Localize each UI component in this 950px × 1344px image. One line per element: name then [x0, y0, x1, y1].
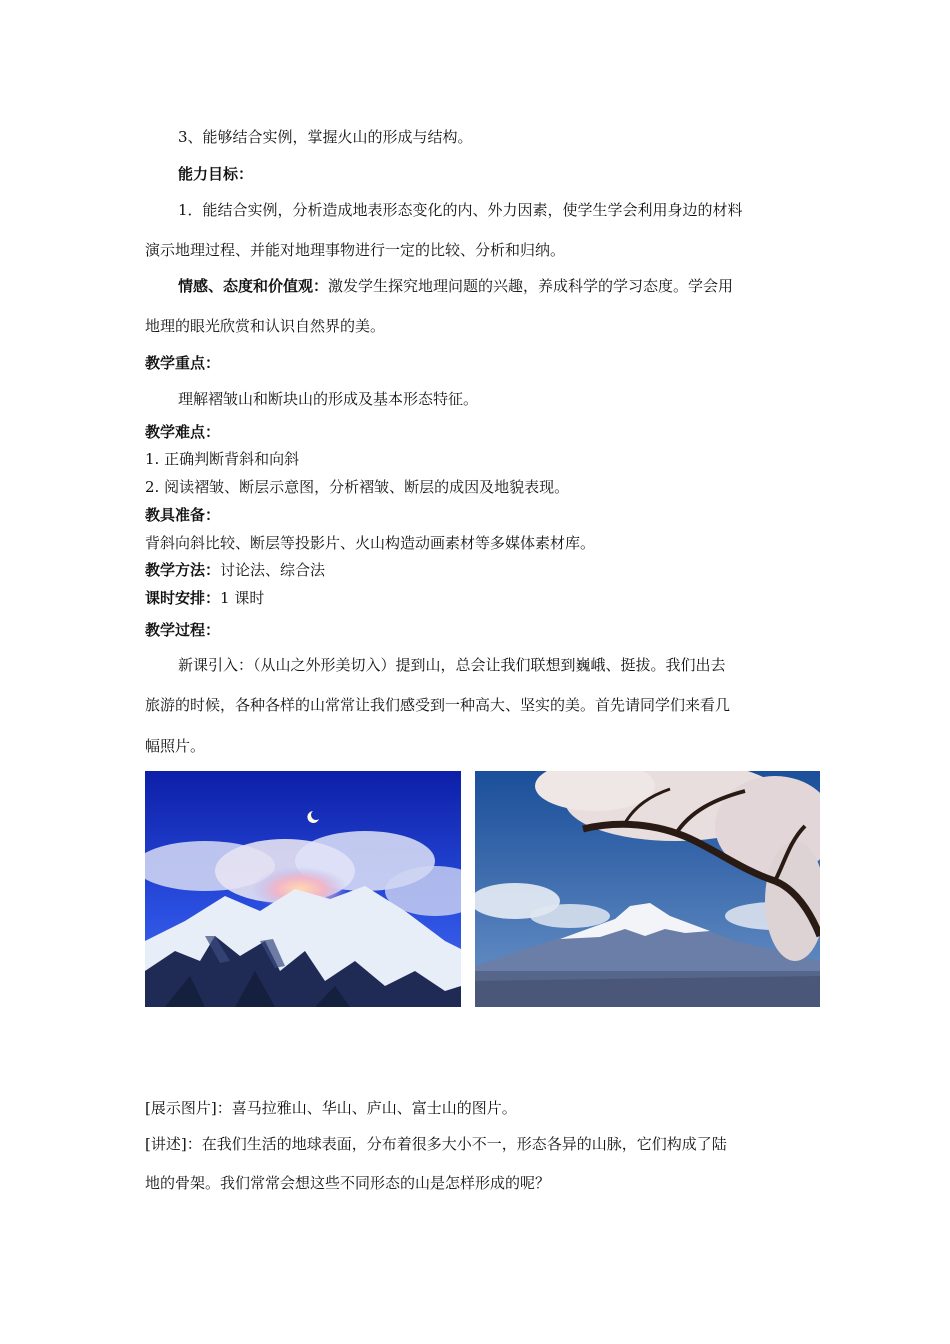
difficulties-heading: 教学难点：	[145, 423, 221, 441]
key-points-text: 理解褶皱山和断块山的形成及基本形态特征。	[178, 390, 479, 408]
mountain-photo-right-image	[475, 771, 820, 1007]
method-text: 讨论法、综合法	[220, 561, 326, 579]
ability-heading: 能力目标：	[178, 165, 254, 183]
schedule-text: 1 课时	[220, 589, 265, 607]
materials-text: 背斜向斜比较、断层等投影片、火山构造动画素材等多媒体素材库。	[145, 534, 596, 552]
difficulty-item: 2. 阅读褶皱、断层示意图，分析褶皱、断层的成因及地貌表现。	[145, 478, 570, 496]
emotion-paragraph-line2: 地理的眼光欣赏和认识自然界的美。	[145, 317, 386, 335]
difficulty-item: 1. 正确判断背斜和向斜	[145, 450, 300, 468]
key-points-heading: 教学重点：	[145, 354, 221, 372]
emotion-paragraph-line1	[178, 276, 733, 296]
intro-line2: 旅游的时候，各种各样的山常常让我们感受到一种高大、坚实的美。首先请同学们来看几	[145, 696, 731, 714]
schedule-heading: 课时安排：	[145, 589, 221, 607]
display-note: [展示图片]：喜马拉雅山、华山、庐山、富士山的图片。	[145, 1099, 517, 1117]
process-heading: 教学过程：	[145, 621, 221, 639]
mountain-photo-left	[145, 771, 461, 1007]
intro-line1: 新课引入：（从山之外形美切入）提到山，总会让我们联想到巍峨、挺拔。我们出去	[178, 656, 726, 674]
ability-item-1-line2: 演示地理过程、并能对地理事物进行一定的比较、分析和归纳。	[145, 241, 566, 259]
method-heading: 教学方法：	[145, 561, 221, 579]
intro-line3: 幅照片。	[145, 737, 206, 755]
ability-item-1-line1: 1．能结合实例，分析造成地表形态变化的内、外力因素，使学生学会利用身边的材料	[178, 201, 743, 219]
mountain-photo-right	[475, 771, 820, 1007]
schedule-line	[145, 588, 264, 608]
emotion-text: 激发学生探究地理问题的兴趣，养成科学的学习态度。学会用	[328, 277, 734, 295]
lecture-line2: 地的骨架。我们常常会想这些不同形态的山是怎样形成的呢？	[145, 1174, 551, 1192]
lecture-line1: [讲述]：在我们生活的地球表面，分布着很多大小不一，形态各异的山脉，它们构成了陆	[145, 1135, 727, 1153]
emotion-heading: 情感、态度和价值观：	[178, 277, 329, 295]
method-line	[145, 560, 325, 580]
objective-item-3: 3、能够结合实例，掌握火山的形成与结构。	[178, 128, 473, 146]
mountain-photo-left-image	[145, 771, 461, 1007]
materials-heading: 教具准备：	[145, 506, 221, 524]
